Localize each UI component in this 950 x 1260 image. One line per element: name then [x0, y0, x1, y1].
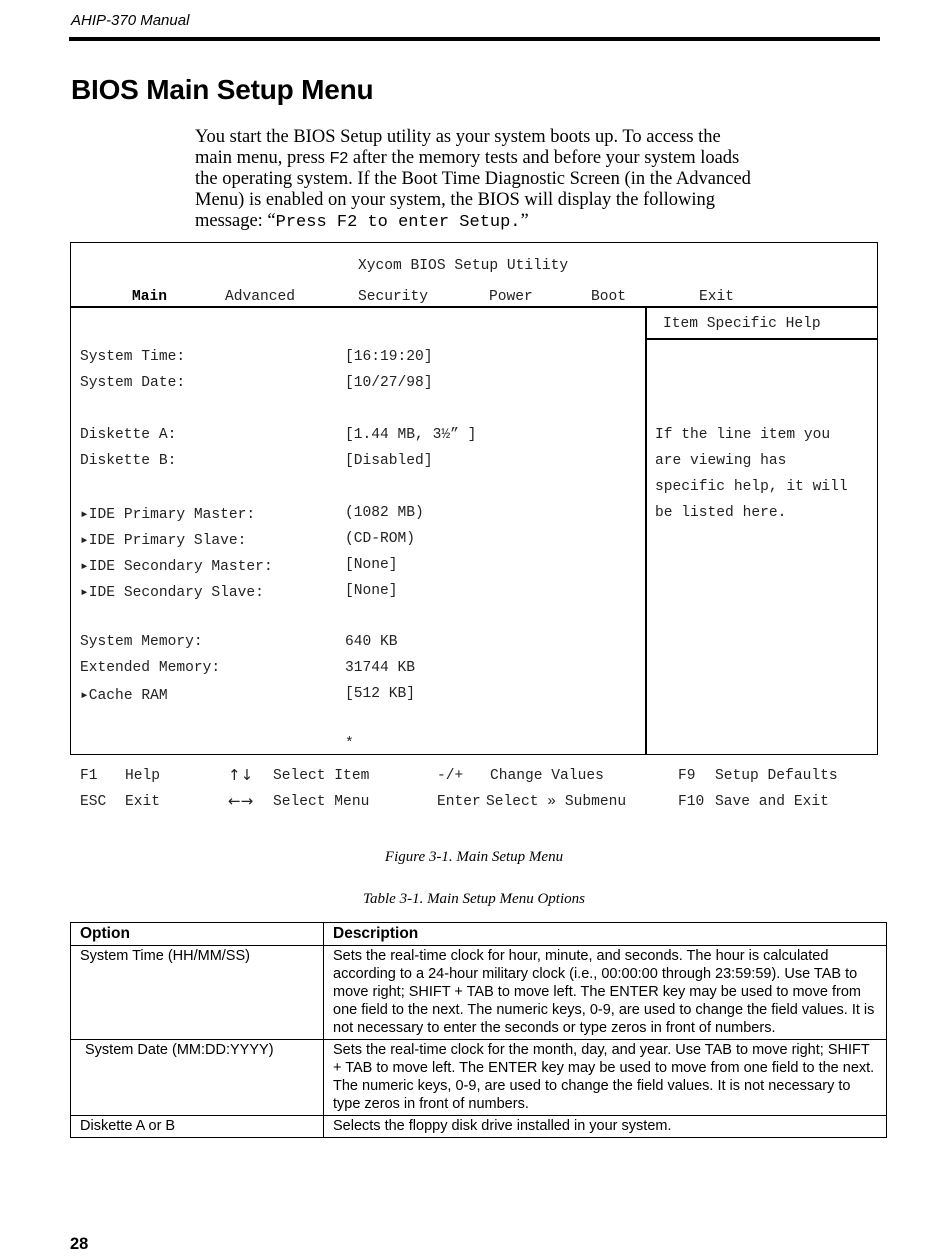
setting-value-ide-primary-slave: (CD-ROM) [345, 531, 416, 547]
key-f9-action: Setup Defaults [715, 768, 838, 784]
options-table [70, 922, 887, 1138]
help-line: specific help, it will [655, 479, 848, 495]
tab-security[interactable]: Security [358, 289, 429, 305]
submenu-cache-ram[interactable]: ▸Cache RAM [80, 688, 168, 704]
description-cell: Sets the real-time clock for the month, day, and year. Use TAB to move right; SHIFT + TAB to move left. The ENTER key may be used to move from one field to the next. The numeric keys, 0-9, are used to change the field values. It is not necessary to type zeros in front of numbers. [324, 1040, 887, 1116]
setting-label-system-date: System Date: [80, 375, 186, 391]
key-arrows-action: Select Item [273, 768, 370, 784]
description-cell: Selects the floppy disk drive installed in your system. [324, 1116, 887, 1138]
intro-key: F2 [329, 150, 349, 167]
bios-setup-screen [70, 242, 878, 755]
running-header: AHIP-370 Manual [71, 12, 190, 29]
tab-divider [71, 306, 877, 308]
page-number: 28 [70, 1235, 89, 1253]
table-caption: Table 3-1. Main Setup Menu Options [363, 891, 585, 907]
tab-exit[interactable]: Exit [699, 289, 735, 305]
key-esc: ESC [80, 794, 107, 810]
setting-value-system-date[interactable]: [10/27/98] [345, 375, 433, 391]
page-title: BIOS Main Setup Menu [71, 74, 374, 105]
submenu-ide-secondary-master[interactable]: ▸IDE Secondary Master: [80, 559, 273, 575]
setting-value-ide-secondary-master: [None] [345, 557, 398, 573]
setting-value-extended-memory: 31744 KB [345, 660, 416, 676]
setting-value-cache-ram: [512 KB] [345, 686, 416, 702]
intro-text-3: ” [520, 211, 529, 231]
tab-power[interactable]: Power [489, 289, 533, 305]
setting-label-system-memory: System Memory: [80, 634, 203, 650]
setting-label-diskette-b: Diskette B: [80, 453, 177, 469]
setting-label-system-time: System Time: [80, 349, 186, 365]
key-f1-action: Help [125, 768, 161, 784]
header-rule [69, 37, 880, 41]
key-esc-action: Exit [125, 794, 161, 810]
description-cell: Sets the real-time clock for hour, minute, and seconds. The hour is calculated according to a 24-hour military clock (i.e., 00:00:00 through 23:59:59). Use TAB to move right; SHIFT + TAB to move left. The ENTER key may be used to move from one field to the next. The numeric keys, 0-9, are used to change the field values. It is not necessary to enter the seconds or type zeros in front of numbers. [324, 946, 887, 1040]
asterisk-marker: * [345, 736, 354, 752]
setting-label-extended-memory: Extended Memory: [80, 660, 221, 676]
tab-boot[interactable]: Boot [591, 289, 627, 305]
left-right-arrows-icon: ←→ [228, 792, 254, 810]
key-f10: F10 [678, 794, 705, 810]
key-f1: F1 [80, 768, 98, 784]
intro-text-2: after the memory tests and before your system loads the operating system. If the Boot Time Diagnostic Screen (in the Advanced Menu) is enabled on your system, the BIOS will display the following message: “ [195, 148, 751, 231]
submenu-ide-primary-master[interactable]: ▸IDE Primary Master: [80, 507, 256, 523]
column-header-description: Description [324, 923, 887, 946]
table-header-row [71, 923, 887, 946]
submenu-ide-primary-slave[interactable]: ▸IDE Primary Slave: [80, 533, 247, 549]
setting-value-ide-primary-master: (1082 MB) [345, 505, 424, 521]
table-row [71, 1040, 887, 1116]
key-plus-minus: -/+ [437, 768, 464, 784]
key-f9: F9 [678, 768, 696, 784]
option-cell: System Time (HH/MM/SS) [71, 946, 324, 1040]
setting-value-system-memory: 640 KB [345, 634, 398, 650]
setting-label-diskette-a: Diskette A: [80, 427, 177, 443]
tab-advanced[interactable]: Advanced [225, 289, 296, 305]
help-panel-divider [645, 306, 647, 754]
setting-value-system-time[interactable]: [16:19:20] [345, 349, 433, 365]
submenu-ide-secondary-slave[interactable]: ▸IDE Secondary Slave: [80, 585, 264, 601]
bios-title: Xycom BIOS Setup Utility [358, 258, 569, 274]
option-cell: Diskette A or B [71, 1116, 324, 1138]
figure-caption: Figure 3-1. Main Setup Menu [384, 849, 564, 865]
key-lr-arrows-action: Select Menu [273, 794, 370, 810]
option-cell: System Date (MM:DD:YYYY) [71, 1040, 324, 1116]
setting-value-ide-secondary-slave: [None] [345, 583, 398, 599]
tab-main[interactable]: Main [132, 289, 168, 305]
help-line: If the line item you [655, 427, 831, 443]
help-line: are viewing has [655, 453, 787, 469]
setting-value-diskette-b[interactable]: [Disabled] [345, 453, 433, 469]
key-f10-action: Save and Exit [715, 794, 829, 810]
help-title-divider [645, 338, 877, 340]
column-header-option: Option [71, 923, 324, 946]
help-line: be listed here. [655, 505, 787, 521]
key-enter: Enter [437, 794, 481, 810]
intro-text-1: You start the BIOS Setup utility as your system boots up. To access the main menu, press [195, 127, 721, 168]
intro-message: Press F2 to enter Setup. [275, 213, 521, 232]
help-panel-title: Item Specific Help [663, 316, 821, 332]
setting-value-diskette-a[interactable]: [1.44 MB, 3½” ] [345, 427, 477, 443]
intro-paragraph [195, 127, 755, 233]
key-enter-action: Select » Submenu [486, 794, 627, 810]
table-row [71, 946, 887, 1040]
table-row [71, 1116, 887, 1138]
key-plus-minus-action: Change Values [490, 768, 604, 784]
up-down-arrows-icon: ↑↓ [228, 766, 254, 784]
